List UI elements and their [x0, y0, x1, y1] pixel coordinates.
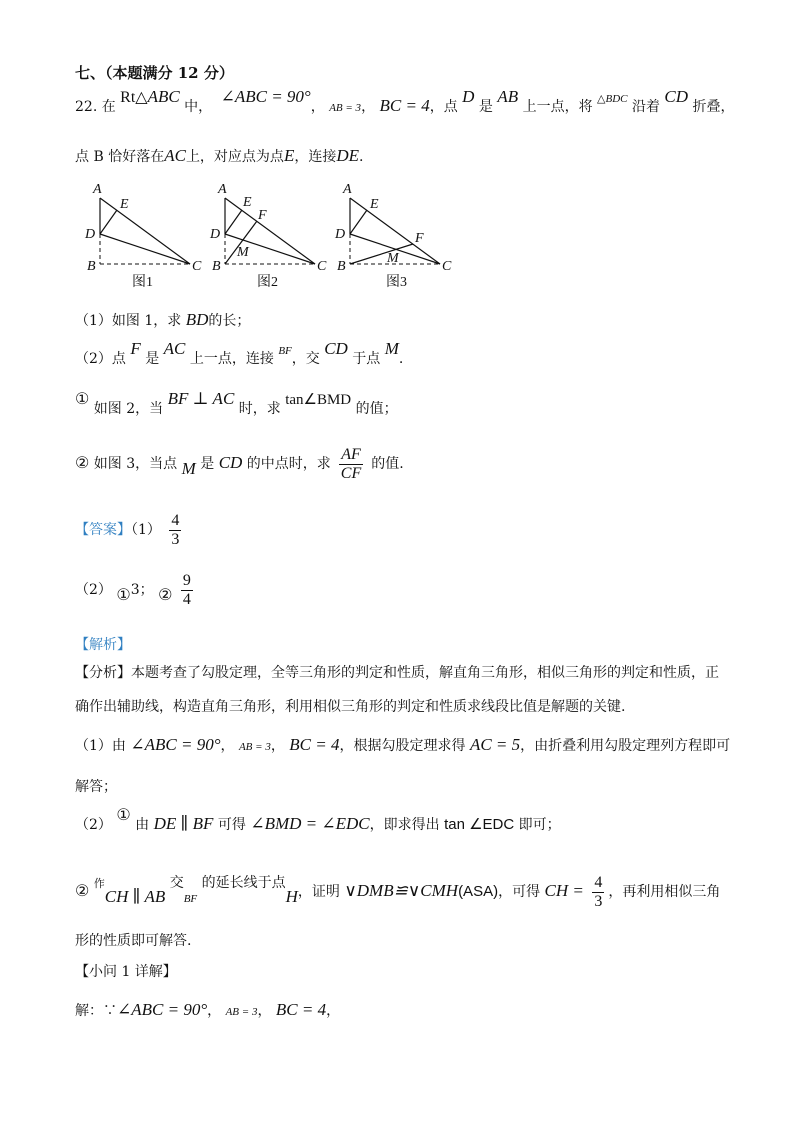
fig1-label-e: E: [120, 197, 129, 212]
q-zhong: 中，: [184, 99, 213, 115]
a3-h: H: [285, 887, 298, 907]
a3-congruence: ∨DMB≌∨CMH: [344, 881, 459, 901]
fig3-label-b: B: [337, 259, 346, 274]
subq2-text-c: 的中点时，求: [246, 456, 331, 473]
q-zhedie: 折叠，: [692, 99, 735, 115]
a3-num: 4: [594, 874, 603, 891]
analysis-step-2: [75, 805, 561, 834]
a2-text-d: ，即求得出: [369, 817, 440, 833]
subq2-cd: CD: [218, 453, 243, 473]
q-ab: AB: [497, 87, 519, 106]
a1-angle: ∠ABC = 90°: [130, 735, 221, 754]
subq2-text-d: 的值.: [371, 456, 404, 473]
answer-1-den: 3: [171, 530, 180, 548]
a2-tan: tan ∠EDC: [444, 816, 515, 833]
q-ab3: AB = 3: [329, 102, 362, 114]
a3-text-e: ，再利用相似三角: [608, 884, 721, 901]
part2-text-e: .: [398, 351, 404, 367]
part2-m: M: [384, 339, 399, 358]
answer-2-value-1: 3；: [130, 582, 154, 599]
part2-text-d: 于点: [352, 351, 381, 367]
subq1-condition: BF ⊥ AC: [167, 389, 235, 408]
a1-text-a: （1）由: [75, 738, 126, 754]
a3-zuo: 作: [93, 877, 105, 891]
a1-ac: AC = 5: [469, 735, 521, 754]
subquestion-1-detail-label: 【小问 1 详解】: [75, 964, 177, 980]
a2-text-b: 由: [135, 817, 150, 833]
fig2-label-c: C: [317, 259, 327, 274]
part-1: [75, 310, 250, 330]
answer-2-num: 9: [182, 572, 191, 589]
part2-bf: BF: [278, 345, 292, 357]
problem-line-2: [75, 146, 363, 166]
q-ac: AC: [164, 146, 186, 165]
part2-cd: CD: [324, 339, 348, 358]
subq2-frac-den: CF: [340, 464, 362, 482]
q-line2d: .: [359, 149, 364, 165]
a1-text-c: ，由折叠利用勾股定理列方程即可: [520, 738, 731, 754]
part-2: [75, 339, 404, 368]
a2-text-c: 可得: [217, 817, 246, 833]
a1-bc: BC = 4: [289, 735, 340, 754]
circle-2-icon: ②: [75, 453, 90, 473]
subq1-text-a: 如图 2，当: [93, 401, 164, 417]
fig3-caption: 图3: [386, 275, 407, 290]
fig1-label-d: D: [85, 227, 96, 242]
fig1-label-b: B: [87, 259, 96, 274]
a1-text-b: ，根据勾股定理求得: [339, 738, 466, 754]
a3-jiao: 交: [169, 875, 184, 892]
answer-2-prefix: （2）: [75, 582, 112, 599]
fig3-label-d: D: [335, 227, 346, 242]
a3-den: 3: [594, 892, 603, 910]
subq2-frac-num: AF: [341, 446, 361, 463]
fenxi-label: 【分析】: [75, 665, 131, 681]
subq1-tan: tan∠BMD: [285, 392, 352, 408]
solution-bc: BC = 4: [275, 1000, 327, 1019]
q-yanzhe: 沿着: [631, 99, 660, 115]
q-cd: CD: [664, 87, 689, 106]
q-e: E: [283, 146, 295, 165]
part2-shi: 是: [145, 351, 160, 367]
subq2-shi: 是: [200, 456, 215, 473]
answer-label: 【答案】: [75, 522, 131, 539]
q-line2b: 上，对应点为点: [185, 149, 284, 165]
q-line2c: ，连接: [294, 149, 337, 165]
q-upoint: 上一点，将: [522, 99, 593, 115]
fig3-label-e: E: [370, 197, 379, 212]
q-abc: ABC: [147, 87, 180, 106]
q-dian: ，点: [429, 99, 458, 115]
a3-ch-parallel: CH ∥ AB: [104, 887, 166, 907]
fig3-label-m: M: [387, 251, 399, 266]
problem-line-1: 22. 在 Rt△ABC 中， ∠ABC = 90°， AB = 3， BC = 4，点 D 是 AB 上一点，将 $^{\triangle BDC}$ 沿着 CD 折叠，: [75, 87, 735, 115]
fig3-label-c: C: [442, 259, 452, 274]
subq2-m: M: [181, 459, 196, 479]
part2-text-b: 上一点，连接: [189, 351, 274, 367]
answer-1: [75, 512, 185, 548]
analysis-line-1: [75, 662, 719, 682]
fig2-label-d: D: [210, 227, 221, 242]
a3-bf: BF: [183, 893, 198, 906]
subq2-text-a: 如图 3，当点: [93, 456, 178, 473]
answer-1-fraction: [169, 512, 181, 548]
fig1-label-c: C: [192, 259, 202, 274]
a1-ab: AB = 3: [238, 741, 271, 753]
answer-2: [75, 572, 197, 608]
subq-2: [75, 446, 404, 482]
fig1-label-a: A: [93, 182, 102, 197]
a2-parallel: DE ∥ BF: [153, 814, 214, 833]
part1-text-a: （1）如图 1，求: [75, 313, 182, 329]
subq2-fraction: [339, 446, 363, 482]
part2-text-a: （2）点: [75, 351, 126, 367]
part1-bd: BD: [185, 310, 209, 329]
a3-circle-2-icon: ②: [75, 881, 90, 901]
solution-ab: AB = 3: [225, 1006, 258, 1018]
a3-ch-value: CH =: [544, 881, 584, 901]
fenxi-text-1: 本题考查了勾股定理，全等三角形的判定和性质，解直角三角形，相似三角形的判定和性质，正: [131, 665, 719, 681]
analysis-step-1b: 解答；: [75, 779, 117, 795]
a3-text-b: 的延长线于点: [201, 875, 286, 892]
fig3-label-f: F: [415, 231, 424, 246]
answer-circle-2-icon: ②: [158, 585, 173, 605]
solution-prefix: 解：∵: [75, 1003, 117, 1019]
a3-fraction: [592, 874, 604, 910]
analysis-label: 【解析】: [75, 637, 131, 653]
q-tri: △BDC: [597, 93, 628, 105]
q-d: D: [462, 87, 475, 106]
figure-2: [209, 182, 327, 290]
q-bc4: BC = 4: [379, 96, 430, 115]
a2-circle-1-icon: ①: [116, 805, 131, 824]
analysis-step-1: （1）由 ∠ABC = 90°， AB = 3， BC = 4，根据勾股定理求得 AC = 5，由折叠利用勾股定理列方程即可: [75, 735, 731, 754]
fig3-label-a: A: [343, 182, 352, 197]
fig2-label-e: E: [243, 195, 252, 210]
subq-1: [75, 389, 398, 418]
answer-2-den: 4: [182, 590, 191, 608]
q-line2a: 点 B 恰好落在: [75, 149, 165, 165]
q-angle: ∠ABC = 90°: [220, 87, 311, 106]
figure-3: [334, 182, 452, 290]
part2-f: F: [130, 339, 141, 358]
answer-1-num: 4: [171, 512, 180, 529]
a3-asa: (ASA): [458, 883, 499, 901]
a2-text-e: 即可；: [518, 817, 561, 833]
part2-ac: AC: [163, 339, 186, 358]
circle-1-icon: ①: [75, 389, 90, 408]
solution-line: 解：∵∠ABC = 90°， AB = 3， BC = 4，: [75, 1000, 341, 1019]
figure-1: [84, 182, 202, 290]
figures-diagram: [80, 178, 480, 298]
part2-text-c: ，交: [291, 351, 320, 367]
solution-angle: ∠ABC = 90°: [117, 1000, 208, 1019]
analysis-step-3: [75, 874, 720, 910]
subq1-text-c: 的值；: [355, 401, 398, 417]
a3-text-c: ，证明: [297, 884, 340, 901]
fig2-label-b: B: [212, 259, 221, 274]
fig2-caption: 图2: [257, 275, 278, 290]
q-rt: Rt△: [120, 89, 148, 106]
a3-text-d: ，可得: [498, 884, 541, 901]
fig2-label-a: A: [218, 182, 227, 197]
fig1-caption: 图1: [132, 275, 153, 290]
fig2-label-f: F: [258, 208, 267, 223]
fig2-label-m: M: [237, 245, 249, 260]
section-title: 七、（本题满分 12 分）: [75, 64, 234, 82]
q-shi: 是: [478, 99, 493, 115]
part1-text-b: 的长；: [208, 313, 251, 329]
analysis-step-3b: 形的性质即可解答.: [75, 933, 192, 949]
a2-equation: ∠BMD = ∠EDC: [250, 814, 370, 833]
analysis-line-2: 确作出辅助线，构造直角三角形，利用相似三角形的判定和性质求线段比值是解题的关键.: [75, 699, 626, 715]
answer-2-fraction: [181, 572, 193, 608]
a2-text-a: （2）: [75, 817, 112, 833]
q-de: DE: [336, 146, 359, 165]
subq1-text-b: 时，求: [238, 401, 281, 417]
q-num: 22. 在: [75, 99, 116, 115]
answer-circle-1-icon: ①: [116, 585, 131, 605]
answer-1-prefix: （1）: [131, 522, 161, 539]
